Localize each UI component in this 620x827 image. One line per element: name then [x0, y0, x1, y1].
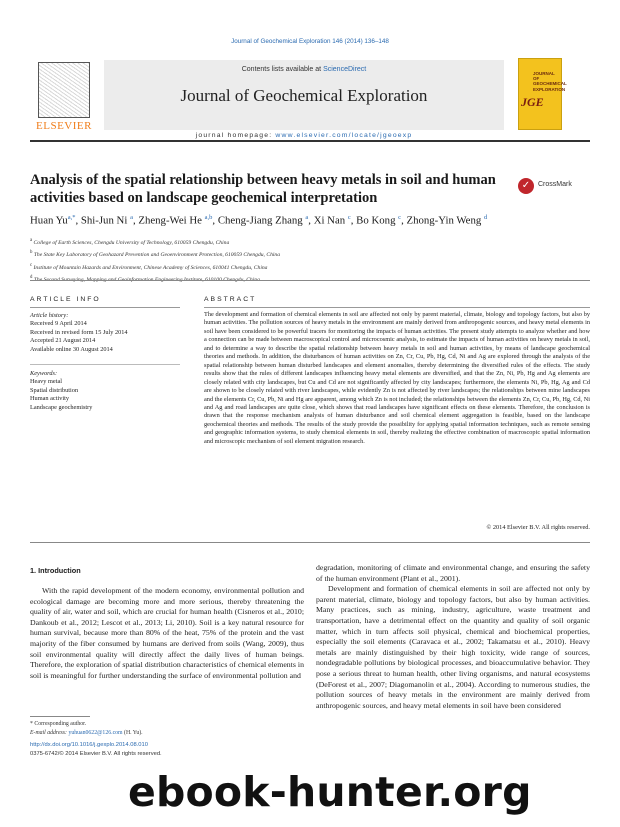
- affiliations: [30, 236, 590, 285]
- journal-cover-thumbnail[interactable]: [518, 58, 567, 130]
- sciencedirect-link[interactable]: ScienceDirect: [323, 66, 367, 73]
- email-note: [30, 729, 304, 737]
- abstract-heading: ABSTRACT: [204, 296, 257, 303]
- crossmark-icon: ✓: [518, 178, 534, 194]
- masthead-divider: [30, 140, 590, 142]
- abstract-copyright: © 2014 Elsevier B.V. All rights reserved.: [486, 524, 590, 531]
- footnote-divider: [30, 716, 90, 717]
- abstract-bottom-divider: [30, 542, 590, 543]
- affiliation-item: [30, 248, 590, 260]
- article-info-divider: [30, 307, 180, 308]
- cover-title: JOURNAL OF GEOCHEMICAL EXPLORATION: [533, 71, 567, 92]
- crossmark-button[interactable]: [518, 178, 598, 194]
- corresponding-author-note: * Corresponding author.: [30, 721, 87, 727]
- keywords-label: Keywords:: [30, 370, 58, 377]
- author-affil-marker: a,: [67, 214, 73, 221]
- history-item: Received in revised form 15 July 2014: [30, 328, 128, 336]
- introduction-heading: 1. Introduction: [30, 566, 81, 575]
- affiliation-text: Institute of Mountain Hazards and Environment, Chinese Academy of Sciences, 610041 Chengdu, China: [33, 264, 268, 271]
- author-affil-marker: a: [130, 214, 133, 221]
- history-item: Received 9 April 2014: [30, 320, 87, 328]
- author-affil-marker: c: [347, 214, 351, 221]
- keyword: Landscape geochemistry: [30, 403, 93, 411]
- keyword: Heavy metal: [30, 378, 62, 386]
- author-name[interactable]: Shi-Jun Ni: [80, 214, 128, 227]
- homepage-line: [104, 132, 504, 139]
- history-item: Accepted 21 August 2014: [30, 337, 96, 345]
- affiliation-item: [30, 236, 590, 248]
- affiliation-key: d: [30, 275, 33, 281]
- article-history: [30, 312, 180, 354]
- author-name[interactable]: Zheng-Wei He: [138, 214, 202, 227]
- cover-letters: JGE: [521, 95, 544, 109]
- doi-link[interactable]: http://dx.doi.org/10.1016/j.gexplo.2014.08.010: [30, 742, 148, 748]
- journal-banner: [104, 60, 504, 130]
- journal-name: Journal of Geochemical Exploration: [180, 86, 428, 105]
- affiliation-text: College of Earth Sciences, Chengdu University of Technology, 610059 Chengdu, China: [33, 239, 230, 246]
- keywords: [30, 370, 180, 412]
- article-info-heading: ARTICLE INFO: [30, 296, 101, 303]
- intro-right-column: [316, 563, 590, 711]
- author-list: Huan $Yu^{a,*}$, Shi-Jun Ni $^a$, Zheng-Wei He $^{a,b}$, Cheng-Jiang Zhang $^a$, Xi Nan $^c$, Bo Kong $^c$, Zhong-Yin Weng $^d$: [30, 214, 488, 227]
- history-label: Article history:: [30, 312, 69, 319]
- elsevier-wordmark: ELSEVIER: [36, 120, 92, 132]
- author-affil-marker: d: [483, 214, 488, 221]
- intro-paragraph: degradation, monitoring of climate and environmental change, and ensuring the safety of the human environment (Plant et al., 2001).: [316, 563, 590, 583]
- affiliation-text: The State Key Laboratory of Geohazard Prevention and Geoenvironment Protection, 610059 Chengdu, China: [33, 252, 281, 259]
- affiliation-key: c: [30, 262, 33, 268]
- issn-line: 0375-6742/© 2014 Elsevier B.V. All rights reserved.: [30, 751, 162, 757]
- journal-citation[interactable]: Journal of Geochemical Exploration 146 (2014) 136–148: [231, 38, 389, 45]
- watermark: ebook-hunter.org: [128, 768, 532, 816]
- article-title: Analysis of the spatial relationship between heavy metals in soil and human activities based on landscape geochemical interpretation: [30, 172, 496, 206]
- contents-line: [104, 66, 504, 73]
- homepage-prefix: journal homepage:: [195, 132, 276, 139]
- author-name[interactable]: Bo Kong: [356, 214, 396, 227]
- crossmark-label: CrossMark: [538, 181, 572, 188]
- email-label: E-mail address:: [30, 730, 69, 736]
- history-item: Available online 30 August 2014: [30, 345, 113, 353]
- intro-paragraph: Development and formation of chemical elements in soil are affected not only by parent material, climate, biology and topology factors, but also by human activities. Many practices, such as mining, industry, agriculture, waste treatment and transportation, have a detrimental effect on the quantity and quality of soil organic matter, which in turn affects soil physical, chemical and biochemical properties, especially the soil elements (Caravaca et al., 2002; Takamatsu et al., 2010). Heavy metals are mainly distinguished by their high toxicity, wide range of sources, nondegradable pollutions by biological processes, and bioaccumulative behavior. They pose a serious threat to human health, other living organisms, and natural ecosystems (DeForest et al., 2007; Diagomanolin et al., 2004). According to numerous studies, the pollution sources of heavy metals in the environment are mainly derived from anthropogenic sources, and heavy metal elements in soil have been considered: [316, 584, 590, 710]
- author-name[interactable]: Cheng-Jiang Zhang: [217, 214, 303, 227]
- affiliation-key: a: [30, 238, 33, 243]
- keyword: Spatial distribution: [30, 386, 79, 394]
- contents-prefix: Contents lists available at: [241, 66, 324, 73]
- homepage-link[interactable]: www.elsevier.com/locate/jgeoexp: [275, 132, 413, 139]
- author-name[interactable]: Zhong-Yin Weng: [406, 214, 482, 227]
- elsevier-logo[interactable]: [30, 56, 98, 134]
- affiliation-key: b: [30, 250, 33, 256]
- abstract-text: The development and formation of chemical elements in soil are affected not only by parent material, climate, biology and topology factors, but also by human activities. The pollution sources of heavy metals in the environment are mainly derived from anthropogenic sources, and heavy metal elements in soil have been considered to be powerful tracers for monitoring the impacts of human activities. The present study attempts to analyze whether and how a connection can be made between macroscopical control and microcosmic analysis, to estimate the impacts of human activities on heavy metals in soil, and to determine a way to describe the spatial relationship between heavy metals in soil and human activities, by means of landscape geochemical theories and methods. In addition, the disturbances of human activities on Zn, Cr, Cu, Pb, Hg, Cd, Ni and Ag are explored through the analysis of the spatial relationship between human disturbed landscapes and element anomalies, thereby determining the diversified rules of the effects. The study results show that the rules of different landscapes influencing heavy metal elements are diversified, and that the Zn, Ni, Pb, Hg and Ag elements are closely related with city landscapes, but Cu and Cd are not significantly affected by city landscapes; furthermore, the elements Ni, Pb, Hg, Ag and Cd are shown to be closely related with river landscapes, while evidently Zn is not affected by river landscapes; the relationships between mine landscapes and the elements Cr, Cu, Pb, Ni and Hg are apparent, among which Zn is not included; the relationships between the elements Zn, Cr, Cu, Pb, Hg, Cd, Ni and Ag and road landscapes are quite close, which shows that road landscapes have significant effects on these elements. Therefore, the conclusion is drawn that the response mechanism analysis of human disturbance and soil chemical element aggregation is feasible, based on the landscape geochemical theories and methods. The results of the study provide the possibility for applying spatial information techniques, such as remote sensing and geographic information systems, to study chemical elements in soil, thereby realizing the effective combination of macroscopic spatial information and microscopic mechanism of soil element migration research.: [204, 311, 590, 445]
- author-affil-marker: c: [398, 214, 402, 221]
- elsevier-tree-icon: [38, 62, 90, 118]
- author-name[interactable]: Xi Nan: [313, 214, 346, 227]
- article-info-inner-divider: [30, 364, 180, 365]
- corresponding-marker[interactable]: *: [72, 214, 76, 221]
- author-name[interactable]: Huan Yu: [30, 214, 68, 227]
- intro-left-column: With the rapid development of the modern economy, environmental pollution and ecological damage are becoming more and more serious, thereby threatening the quality of air, water and soil, which are crucial for human health (Cisneros et al., 2010; Dankoub et al., 2012; Lescot et al., 2013; Li, 2010). Soil is a key natural resource for human survival, because more than 80% of the heat, 75% of the protein and the vast majority of the fiber consumed by humans are derived from soils (Wang, 2009), thus soil environmental quality will directly affect the daily lives of human beings. Therefore, the exploration of spatial distribution characteristics of chemical elements in soil is meaningful for further understanding the surface of environmental pollution and: [30, 586, 304, 680]
- affiliation-item: [30, 261, 590, 273]
- author-affil-marker: a: [305, 214, 309, 221]
- keyword: Human activity: [30, 395, 69, 403]
- email-link[interactable]: yuhuan0622@126.com: [68, 730, 123, 736]
- author-affil-marker: a,b: [204, 214, 213, 221]
- affiliation-divider: [30, 280, 590, 281]
- abstract-divider: [204, 307, 590, 308]
- email-suffix: (H. Yu).: [122, 730, 143, 736]
- journal-masthead: [30, 56, 590, 138]
